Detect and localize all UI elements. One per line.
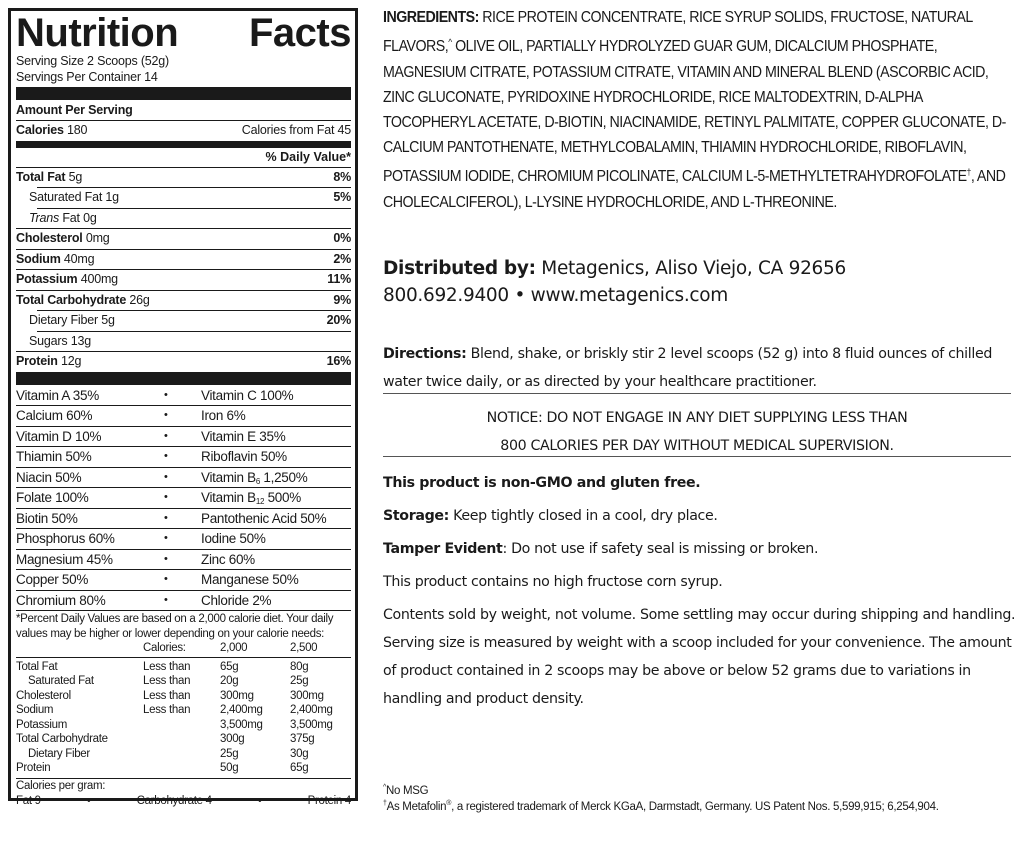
vitamin-right: Iodine 50% (201, 531, 266, 546)
nutrient-row (16, 188, 351, 208)
calorie-table-row (16, 718, 351, 733)
amount-per-serving: Amount Per Serving (16, 103, 133, 117)
daily-value-footnote: *Percent Daily Values are based on a 2,000 calorie diet. Your daily values may be higher or lower depending on your calorie needs: (16, 613, 334, 640)
footnote-metafolin (383, 796, 939, 815)
calories-per-gram-values (16, 794, 351, 809)
nutrient-name: Sugars (29, 333, 68, 348)
nutrient-daily-value: 9% (333, 292, 351, 307)
nutrient-amount: 1g (105, 190, 119, 204)
caret-mark: ^ (383, 784, 386, 791)
ingredients-text: , AND CHOLECALCIFEROL), L-LYSINE HYDROCHLORIDE, AND L-THREONINE. (383, 168, 1006, 211)
nutrient-amount: 26g (129, 292, 150, 307)
vitamin-left: Thiamin 50% (16, 449, 92, 464)
reference-2000: 50g (220, 762, 239, 774)
vitamin-row (16, 447, 351, 467)
vitamin-row (16, 488, 351, 508)
reference-2000: 2,400mg (220, 704, 263, 716)
directions-text: Blend, shake, or briskly stir 2 level scoops (52 g) into 8 fluid ounces of chilled water twice daily, or as directed by your healthcare practitioner. (383, 346, 992, 390)
nutrient-daily-value: 0% (333, 231, 351, 245)
calorie-table-header (16, 641, 351, 656)
nutrient-amount: 0g (83, 210, 97, 225)
serving-size: Serving Size 2 Scoops (52g) (16, 54, 170, 68)
bullet-separator: • (164, 511, 168, 524)
nutrient-daily-value: 2% (333, 251, 351, 266)
nutrient-name: Total Carbohydrate (16, 292, 127, 307)
bullet-separator: • (258, 795, 262, 807)
fat-cal-per-gram: Fat 9 (16, 794, 41, 807)
nutrient-label-group (16, 229, 110, 249)
vitamin-value: 1,250% (259, 469, 308, 485)
directions-label: Directions: (383, 346, 467, 362)
reference-qualifier: Less than (143, 704, 191, 716)
vitamin-row (16, 509, 351, 529)
nutrient-daily-value: 5% (333, 190, 351, 204)
vitamin-list (16, 386, 351, 612)
reference-qualifier: Less than (143, 689, 191, 702)
website-link[interactable]: www.metagenics.com (530, 285, 729, 306)
reference-nutrient: Total Carbohydrate (16, 733, 108, 745)
vitamin-right: Manganese 50% (201, 572, 299, 587)
vitamin-left: Copper 50% (16, 572, 89, 587)
dagger-mark: † (966, 167, 971, 178)
nutrient-amount: 40mg (63, 251, 95, 266)
nutrient-row (16, 270, 351, 290)
tamper-label: Tamper Evident (383, 541, 503, 557)
reference-2000: 3,500mg (220, 718, 263, 731)
nutrient-name: Protein (16, 354, 58, 368)
nutrient-amount: 5g (68, 169, 83, 184)
nutrient-daily-value: 11% (327, 272, 351, 286)
reference-nutrient: Cholesterol (16, 689, 71, 702)
bullet-separator: • (164, 388, 168, 401)
vitamin-name: Vitamin B (201, 490, 256, 505)
nutrient-daily-value: 20% (326, 313, 351, 327)
calories-value: 180 (67, 123, 88, 137)
vitamin-row (16, 406, 351, 426)
dagger-mark: † (383, 800, 387, 807)
nutrient-name: Sodium (16, 251, 61, 266)
nutrient-daily-value: 8% (333, 169, 351, 184)
vitamin-left: Phosphorus 60% (16, 531, 115, 546)
reference-nutrient: Protein (16, 762, 51, 774)
nutrient-row (16, 209, 351, 229)
reference-2500: 30g (290, 747, 309, 760)
protein-cal-per-gram: Protein 4 (307, 794, 351, 807)
reference-nutrient: Dietary Fiber (28, 747, 90, 760)
bullet-separator: • (164, 491, 168, 503)
storage-line (383, 502, 1023, 530)
vitamin-subscript: 6 (255, 476, 260, 486)
calorie-table-row (16, 761, 351, 776)
distributor-label: Distributed by: (383, 258, 536, 279)
nutrient-row (16, 229, 351, 249)
vitamin-row (16, 468, 351, 488)
reference-2500: 65g (290, 762, 309, 774)
notice-top-rule (383, 393, 1011, 394)
bullet-separator: • (164, 450, 168, 462)
notice-line-2: 800 CALORIES PER DAY WITHOUT MEDICAL SUPERVISION. (500, 437, 894, 454)
contact-line (383, 282, 846, 309)
ingredients-paragraph (383, 5, 1015, 215)
calorie-table-row (16, 732, 351, 747)
nutrient-label-group (16, 291, 150, 311)
medium-divider (16, 141, 351, 148)
reference-2500: 25g (290, 675, 309, 687)
reference-2000: 65g (220, 660, 239, 673)
nutrient-name: Potassium (16, 272, 78, 286)
nutrient-name: Trans (29, 210, 60, 225)
nutrient-amount: 5g (101, 313, 115, 327)
reference-nutrient: Sodium (16, 704, 54, 716)
nutrient-label-group (16, 270, 118, 290)
nutrient-label-group (29, 188, 119, 208)
no-hfcs-line: This product contains no high fructose corn syrup. (383, 574, 723, 590)
bullet-separator: • (164, 409, 168, 421)
nutrition-facts-title (16, 13, 351, 53)
nutrient-label-group (16, 168, 82, 188)
label-right-column (383, 5, 1016, 813)
vitamin-row (16, 591, 351, 611)
vitamin-left: Vitamin A 35% (16, 387, 99, 403)
divider (16, 657, 351, 658)
reference-nutrient: Potassium (16, 718, 67, 731)
bullet-separator: • (164, 573, 168, 585)
calorie-table-row (16, 703, 351, 718)
vitamin-left: Calcium 60% (16, 408, 93, 423)
metafolin-text: , a registered trademark of Merck KGaA, Darmstadt, Germany. US Patent Nos. 5,599,915; 6,254,904. (451, 800, 939, 813)
reference-2500: 375g (290, 733, 315, 745)
nutrient-row (16, 250, 351, 270)
vitamin-left: Chromium 80% (16, 592, 106, 608)
reference-2500: 80g (290, 660, 309, 673)
servings-per-container: Servings Per Container 14 (16, 70, 158, 84)
bullet-separator: • (164, 552, 168, 565)
bullet-separator: • (164, 470, 168, 483)
distributor-line (383, 255, 846, 282)
vitamin-right: Iron 6% (201, 408, 246, 423)
vitamin-value: 500% (264, 490, 301, 505)
nutrient-row (16, 168, 351, 188)
thick-divider (16, 372, 351, 385)
nutrient-label-group (29, 332, 91, 352)
vitamin-left: Niacin 50% (16, 469, 82, 485)
bullet-separator: • (164, 429, 168, 442)
title-word-facts: Facts (249, 11, 351, 55)
distributor-block (383, 255, 846, 309)
vitamin-left: Folate 100% (16, 490, 89, 505)
storage-text: Keep tightly closed in a cool, dry place. (448, 508, 718, 524)
nutrient-label-group (16, 250, 94, 270)
nutrition-facts-panel (8, 8, 358, 807)
vitamin-right: Zinc 60% (201, 551, 255, 567)
vitamin-row (16, 529, 351, 549)
calories-per-gram-title: Calories per gram: (16, 779, 106, 792)
nutrient-row (16, 311, 351, 331)
reference-2000: 300g (220, 733, 245, 745)
nutrient-row (16, 352, 351, 372)
daily-value-header: % Daily Value* (265, 149, 351, 164)
nutrient-label-group (29, 209, 97, 229)
non-gmo-text: This product is non-GMO and gluten free. (383, 475, 701, 491)
nutrient-daily-value: 16% (326, 354, 351, 368)
ingredients-text: RICE PROTEIN CONCENTRATE, RICE SYRUP SOLIDS, FRUCTOSE, NATURAL FLAVORS, (383, 9, 973, 56)
reference-2500: 300mg (290, 689, 324, 702)
nutrient-amount: 400mg (80, 272, 118, 286)
nutrient-amount: 0mg (85, 231, 110, 245)
nutrient-name: Dietary Fiber (29, 313, 98, 327)
phone-number[interactable]: 800.692.9400 (383, 285, 509, 306)
reference-2500: 2,400mg (290, 704, 333, 716)
caret-mark: ^ (448, 37, 452, 48)
notice-block (383, 405, 1011, 460)
nutrient-amount: 12g (60, 354, 82, 368)
nutrient-name: Total Fat (16, 169, 66, 184)
vitamin-row (16, 570, 351, 590)
vitamin-row (16, 550, 351, 570)
calories-from-fat: Calories from Fat 45 (241, 123, 351, 137)
vitamin-left: Vitamin D 10% (16, 428, 102, 444)
nutrient-row (16, 332, 351, 352)
ingredients-text: OLIVE OIL, PARTIALLY HYDROLYZED GUAR GUM, DICALCIUM PHOSPHATE, MAGNESIUM CITRATE, POTASSIUM CITRATE, VITAMIN AND MINERAL BLEND (ASCORBIC ACID, ZINC GLUCONATE, PYRIDOXINE HYDROCHLORIDE, RICE MALTODEXTRIN, D-ALPHA TOCOPHERYL ACETATE, D-BIOTIN, NIACINAMIDE, RETINYL PALMITATE, COPPER GLUCONATE, D-CALCIUM PANTOTHENATE, METHYLCOBALAMIN, THIAMIN HYDROCHLORIDE, RIBOFLAVIN, POTASSIUM IODIDE, CHROMIUM PICOLINATE, CALCIUM L-5-METHYLTETRAHYDROFOLATE (383, 38, 1006, 186)
bullet-separator: • (87, 795, 91, 807)
vitamin-row (16, 386, 351, 406)
vitamin-right: Pantothenic Acid 50% (201, 510, 327, 526)
calories-2000-header: 2,000 (220, 642, 248, 654)
calories-row (16, 121, 351, 141)
calories-2500-header: 2,500 (290, 642, 318, 654)
bullet-separator: • (508, 285, 531, 306)
reference-2000: 20g (220, 675, 239, 687)
vitamin-name: Vitamin B (201, 469, 256, 485)
vitamin-right: Vitamin E 35% (201, 428, 286, 444)
calorie-table-body (16, 660, 351, 776)
vitamin-right: Riboflavin 50% (201, 449, 287, 464)
reference-qualifier: Less than (143, 660, 191, 673)
nutrient-name: Saturated Fat (29, 190, 103, 204)
calorie-table-row (16, 689, 351, 704)
vitamin-left: Biotin 50% (16, 510, 78, 526)
thick-divider (16, 87, 351, 100)
registered-mark: ® (446, 800, 452, 807)
no-msg-text: No MSG (386, 784, 429, 797)
vitamin-left: Magnesium 45% (16, 551, 113, 567)
calorie-table-row (16, 660, 351, 675)
calorie-table-row (16, 674, 351, 689)
bullet-separator: • (164, 593, 168, 606)
metafolin-text: As Metafolin (386, 800, 447, 813)
ingredients-label: INGREDIENTS: (383, 9, 479, 26)
calorie-reference-table (16, 641, 351, 776)
calories-per-gram-label (16, 779, 351, 794)
contents-paragraph: Contents sold by weight, not volume. Some settling may occur during shipping and handling. Serving size is measured by weight with a scoop included for your convenience. The amount of product contained in 2 scoops may be above or below 52 grams due to variations in handling and product density. (383, 607, 1016, 707)
calorie-table-row (16, 747, 351, 762)
carb-cal-per-gram: Carbohydrate 4 (136, 794, 212, 807)
nutrient-label-group (16, 352, 81, 372)
vitamin-right: Vitamin C 100% (201, 387, 294, 403)
nutrient-name: Fat (62, 210, 80, 225)
vitamin-subscript: 12 (255, 497, 265, 506)
vitamin-row (16, 427, 351, 447)
reference-2000: 300mg (220, 689, 254, 702)
tamper-text: : Do not use if safety seal is missing or broken. (502, 541, 819, 557)
nutrient-amount: 13g (70, 333, 91, 348)
vitamin-right: Chloride 2% (201, 592, 272, 608)
notice-line-1: NOTICE: DO NOT ENGAGE IN ANY DIET SUPPLYING LESS THAN (486, 410, 908, 426)
bullet-separator: • (164, 532, 168, 544)
notice-bottom-rule (383, 456, 1011, 457)
reference-2000: 25g (220, 747, 239, 760)
calories-header-label: Calories: (143, 642, 186, 654)
reference-nutrient: Total Fat (16, 660, 58, 673)
nutrient-row (16, 291, 351, 311)
reference-qualifier: Less than (143, 675, 191, 687)
nutrient-list (16, 167, 351, 372)
nutrient-name: Cholesterol (16, 231, 83, 245)
distributor-address: Metagenics, Aliso Viejo, CA 92656 (535, 258, 846, 279)
reference-nutrient: Saturated Fat (28, 675, 94, 687)
nutrient-label-group (29, 311, 115, 331)
storage-label: Storage: (383, 508, 449, 524)
title-word-nutrition: Nutrition (16, 11, 179, 55)
calories-label: Calories (16, 123, 64, 137)
directions-paragraph (383, 340, 1023, 396)
non-gmo-claim (383, 469, 1023, 497)
tamper-line (383, 535, 1023, 563)
reference-2500: 3,500mg (290, 718, 333, 731)
